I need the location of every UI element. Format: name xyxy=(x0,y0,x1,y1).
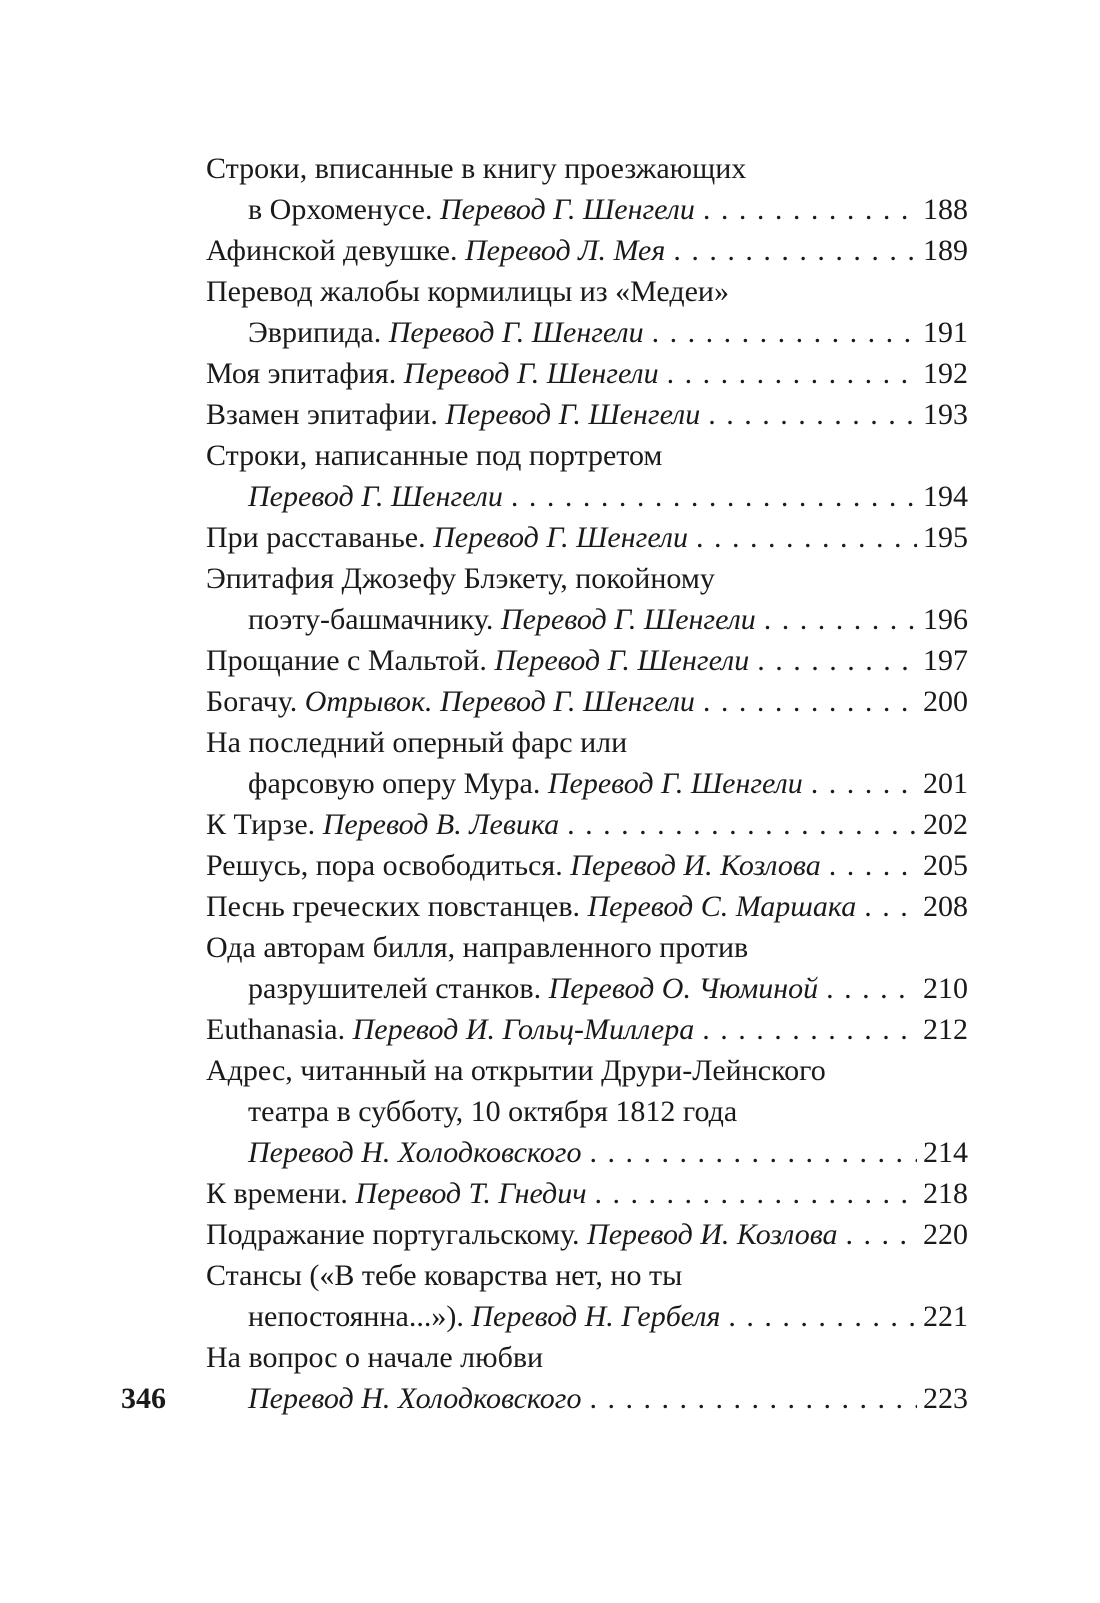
dot-leader xyxy=(590,1132,917,1173)
toc-line xyxy=(206,681,968,722)
dot-leader xyxy=(826,968,917,1009)
title-text: Эпитафия Джозефу Блэкету, покойному xyxy=(206,562,715,595)
toc-line xyxy=(206,353,968,394)
translator-credit: Перевод О. Чюминой xyxy=(548,972,819,1005)
page-number: 223 xyxy=(923,1382,968,1415)
page-number: 221 xyxy=(923,1300,968,1333)
toc-entry xyxy=(206,681,968,722)
translator-credit: Отрывок. Перевод Г. Шенгели xyxy=(304,685,695,718)
page-number: 220 xyxy=(923,1218,968,1251)
title-text: Взамен эпитафии. xyxy=(206,398,446,431)
toc-entry xyxy=(206,271,968,353)
page-number: 214 xyxy=(923,1136,968,1169)
entry-text xyxy=(206,1255,682,1296)
translator-credit: Перевод Г. Шенгели xyxy=(547,767,803,800)
dot-leader xyxy=(590,1378,917,1419)
title-text: театра в субботу, 10 октября 1812 года xyxy=(248,1095,738,1128)
page-number: 197 xyxy=(923,644,968,677)
toc-entry xyxy=(206,1255,968,1337)
entry-text xyxy=(206,845,821,886)
title-text: Стансы («В тебе коварства нет, но ты xyxy=(206,1259,683,1292)
entry-text xyxy=(248,1091,737,1132)
toc-entry xyxy=(206,1214,968,1255)
title-text: Эврипида. xyxy=(248,316,389,349)
page-number: 208 xyxy=(923,890,968,923)
entry-text xyxy=(206,1214,838,1255)
page-number: 212 xyxy=(923,1013,968,1046)
toc-entry xyxy=(206,1009,968,1050)
dot-leader xyxy=(703,681,917,722)
dot-leader xyxy=(757,640,917,681)
translator-credit: Перевод Г. Шенгели xyxy=(248,480,503,513)
page-number: 191 xyxy=(923,316,968,349)
dot-leader xyxy=(829,845,917,886)
toc-entry xyxy=(206,804,968,845)
dot-leader xyxy=(567,804,917,845)
toc-line xyxy=(206,1214,968,1255)
dot-leader xyxy=(728,1296,917,1337)
translator-credit: Перевод Г. Шенгели xyxy=(494,644,750,677)
table-of-contents xyxy=(206,148,968,1419)
translator-credit: Перевод Н. Холодковского xyxy=(248,1136,582,1169)
translator-credit: Перевод И. Козлова xyxy=(570,849,821,882)
title-text: поэту-башмачнику. xyxy=(248,603,501,636)
title-text: На вопрос о начале любви xyxy=(206,1341,544,1374)
title-text: Строки, вписанные в книгу проезжающих xyxy=(206,152,747,185)
entry-text xyxy=(206,353,659,394)
toc-line xyxy=(206,968,968,1009)
toc-line xyxy=(206,1091,968,1132)
dot-leader xyxy=(764,599,917,640)
dot-leader xyxy=(673,230,917,271)
dot-leader xyxy=(652,312,917,353)
toc-line xyxy=(206,312,968,353)
toc-line xyxy=(206,1378,968,1419)
toc-entry xyxy=(206,1050,968,1173)
title-text: На последний оперный фарс или xyxy=(206,726,628,759)
entry-text xyxy=(206,148,746,189)
entry-text xyxy=(206,558,715,599)
toc-line xyxy=(206,927,968,968)
toc-entry xyxy=(206,1173,968,1214)
toc-line xyxy=(206,886,968,927)
title-text: в Орхоменусе. xyxy=(248,193,440,226)
translator-credit: Перевод С. Маршака xyxy=(587,890,857,923)
title-text: Перевод жалобы кормилицы из «Медеи» xyxy=(206,275,729,308)
title-text: Euthanasia. xyxy=(206,1013,353,1046)
dot-leader xyxy=(703,189,917,230)
dot-leader xyxy=(708,394,917,435)
page-number: 192 xyxy=(923,357,968,390)
translator-credit: Перевод Г. Шенгели xyxy=(500,603,756,636)
entry-text xyxy=(248,189,695,230)
page-number: 196 xyxy=(923,603,968,636)
entry-text xyxy=(206,640,749,681)
entry-text xyxy=(248,1296,720,1337)
folio-page-number: 346 xyxy=(121,1382,166,1415)
title-text: разрушителей станков. xyxy=(248,972,549,1005)
entry-text xyxy=(206,394,700,435)
toc-entry xyxy=(206,640,968,681)
entry-text xyxy=(248,1132,582,1173)
dot-leader xyxy=(702,1009,917,1050)
entry-text xyxy=(206,1009,694,1050)
toc-line xyxy=(206,394,968,435)
translator-credit: Перевод Г. Шенгели xyxy=(445,398,701,431)
toc-line xyxy=(206,271,968,312)
translator-credit: Перевод И. Козлова xyxy=(587,1218,838,1251)
toc-line xyxy=(206,640,968,681)
dot-leader xyxy=(595,1173,917,1214)
title-text: Богачу. xyxy=(206,685,305,718)
entry-text xyxy=(206,271,729,312)
page-number: 189 xyxy=(923,234,968,267)
toc-line xyxy=(206,722,968,763)
page-number: 201 xyxy=(923,767,968,800)
translator-credit: Перевод И. Гольц-Миллера xyxy=(352,1013,695,1046)
toc-line xyxy=(206,845,968,886)
translator-credit: Перевод Н. Гербеля xyxy=(471,1300,721,1333)
toc-entry xyxy=(206,845,968,886)
translator-credit: Перевод Л. Мея xyxy=(464,234,666,267)
dot-leader xyxy=(811,763,917,804)
page-number: 188 xyxy=(923,193,968,226)
translator-credit: Перевод Т. Гнедич xyxy=(355,1177,587,1210)
toc-line xyxy=(206,599,968,640)
toc-entry xyxy=(206,517,968,558)
title-text: При расставанье. xyxy=(206,521,434,554)
toc-entry xyxy=(206,148,968,230)
toc-entry xyxy=(206,353,968,394)
entry-text xyxy=(206,722,627,763)
page-number: 218 xyxy=(923,1177,968,1210)
title-text: К Тирзе. xyxy=(206,808,323,841)
title-text: Прощание с Мальтой. xyxy=(206,644,495,677)
page-number: 200 xyxy=(923,685,968,718)
toc-entry xyxy=(206,558,968,640)
toc-line xyxy=(206,435,968,476)
toc-entry xyxy=(206,1337,968,1419)
toc-line xyxy=(206,148,968,189)
entry-text xyxy=(206,927,748,968)
entry-text xyxy=(248,312,644,353)
toc-line xyxy=(206,1132,968,1173)
translator-credit: Перевод Г. Шенгели xyxy=(388,316,644,349)
entry-text xyxy=(248,968,818,1009)
toc-line xyxy=(206,804,968,845)
page-number: 193 xyxy=(923,398,968,431)
translator-credit: Перевод Г. Шенгели xyxy=(403,357,659,390)
translator-credit: Перевод В. Левика xyxy=(322,808,560,841)
entry-text xyxy=(206,681,695,722)
entry-text xyxy=(248,1378,582,1419)
toc-entry xyxy=(206,886,968,927)
title-text: Подражание португальскому. xyxy=(206,1218,588,1251)
page-number: 195 xyxy=(923,521,968,554)
toc-entry xyxy=(206,230,968,271)
entry-text xyxy=(206,804,559,845)
entry-text xyxy=(206,517,688,558)
toc-entry xyxy=(206,435,968,517)
entry-text xyxy=(206,230,665,271)
toc-entry xyxy=(206,722,968,804)
dot-leader xyxy=(511,476,917,517)
dot-leader xyxy=(864,886,917,927)
toc-line xyxy=(206,1009,968,1050)
translator-credit: Перевод Г. Шенгели xyxy=(439,193,695,226)
toc-line xyxy=(206,1296,968,1337)
toc-line xyxy=(206,1337,968,1378)
toc-line xyxy=(206,1173,968,1214)
entry-text xyxy=(206,1173,587,1214)
page-number: 205 xyxy=(923,849,968,882)
toc-list xyxy=(206,148,968,1419)
dot-leader xyxy=(846,1214,917,1255)
entry-text xyxy=(206,435,662,476)
toc-line xyxy=(206,476,968,517)
toc-line xyxy=(206,1050,968,1091)
toc-entry xyxy=(206,927,968,1009)
toc-line xyxy=(206,189,968,230)
toc-line xyxy=(206,517,968,558)
translator-credit: Перевод Г. Шенгели xyxy=(433,521,688,554)
title-text: Строки, написанные под портретом xyxy=(206,439,663,472)
entry-text xyxy=(206,1337,543,1378)
page-number: 202 xyxy=(923,808,968,841)
toc-entry xyxy=(206,394,968,435)
entry-text xyxy=(206,1050,826,1091)
toc-line xyxy=(206,230,968,271)
dot-leader xyxy=(696,517,917,558)
page-number: 194 xyxy=(923,480,968,513)
entry-text xyxy=(248,763,803,804)
page-number: 210 xyxy=(923,972,968,1005)
title-text: Адрес, читанный на открытии Друри-Лейнского xyxy=(206,1054,826,1087)
dot-leader xyxy=(667,353,917,394)
title-text: Решусь, пора освободиться. xyxy=(206,849,571,882)
toc-line xyxy=(206,1255,968,1296)
title-text: Ода авторам билля, направленного против xyxy=(206,931,749,964)
title-text: К времени. xyxy=(206,1177,356,1210)
entry-text xyxy=(206,886,856,927)
entry-text xyxy=(248,476,503,517)
title-text: непостоянна...»). xyxy=(248,1300,472,1333)
toc-line xyxy=(206,763,968,804)
entry-text xyxy=(248,599,756,640)
title-text: Афинской девушке. xyxy=(206,234,465,267)
title-text: Моя эпитафия. xyxy=(206,357,404,390)
title-text: фарсовую оперу Мура. xyxy=(248,767,548,800)
toc-line xyxy=(206,558,968,599)
translator-credit: Перевод Н. Холодковского xyxy=(248,1382,582,1415)
title-text: Песнь греческих повстанцев. xyxy=(206,890,588,923)
